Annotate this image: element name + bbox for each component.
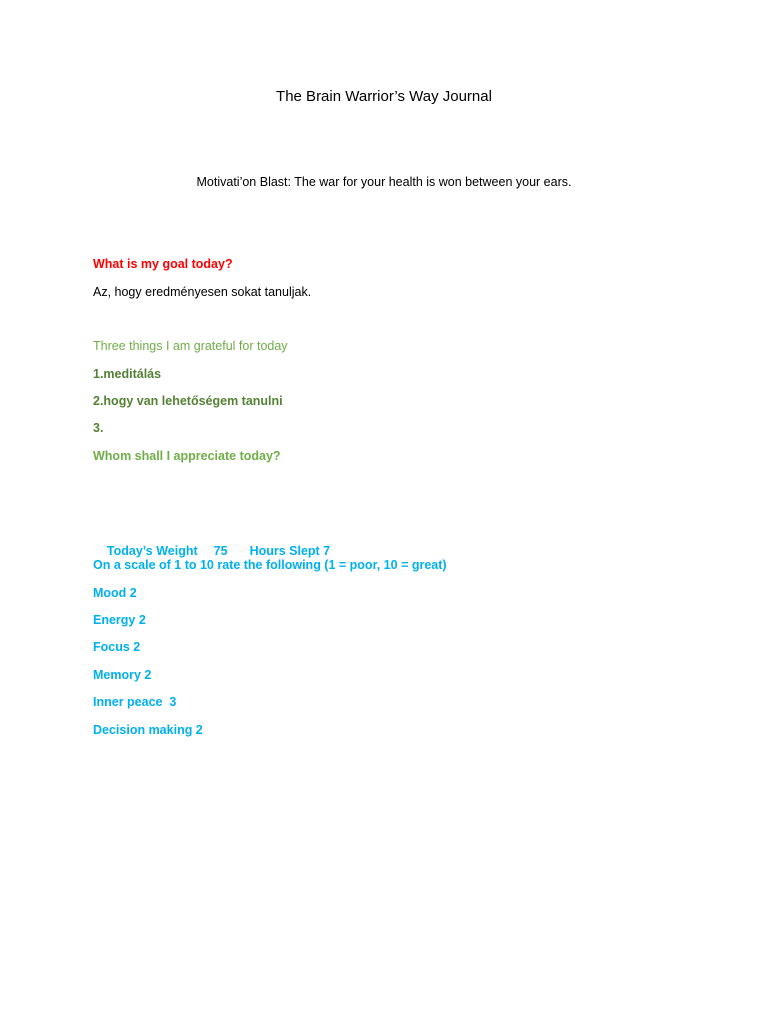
grateful-item-1: 1.meditálás <box>93 367 162 381</box>
grateful-heading: Three things I am grateful for today <box>93 339 288 353</box>
rating-decision-making: Decision making 2 <box>93 723 203 737</box>
hours-slept: Hours Slept 7 <box>249 544 331 558</box>
weight-value: 75 <box>213 544 228 558</box>
grateful-item-2: 2.hogy van lehetőségem tanulni <box>93 394 283 408</box>
rating-inner-peace: Inner peace 3 <box>93 695 177 709</box>
weight-label: Today’s Weight <box>106 544 198 558</box>
goal-answer: Az, hogy eredményesen sokat tanuljak. <box>93 285 312 299</box>
motivation-blast: Motivati’on Blast: The war for your health is won between your ears. <box>196 175 572 189</box>
appreciate-heading: Whom shall I appreciate today? <box>93 449 281 463</box>
rating-focus: Focus 2 <box>93 640 141 654</box>
scale-instruction: On a scale of 1 to 10 rate the following (1 = poor, 10 = great) <box>93 558 447 572</box>
grateful-item-3: 3. <box>93 421 104 435</box>
rating-mood: Mood 2 <box>93 586 137 600</box>
goal-heading: What is my goal today? <box>93 257 233 271</box>
rating-energy: Energy 2 <box>93 613 146 627</box>
rating-memory: Memory 2 <box>93 668 152 682</box>
page-title: The Brain Warrior’s Way Journal <box>276 88 492 105</box>
